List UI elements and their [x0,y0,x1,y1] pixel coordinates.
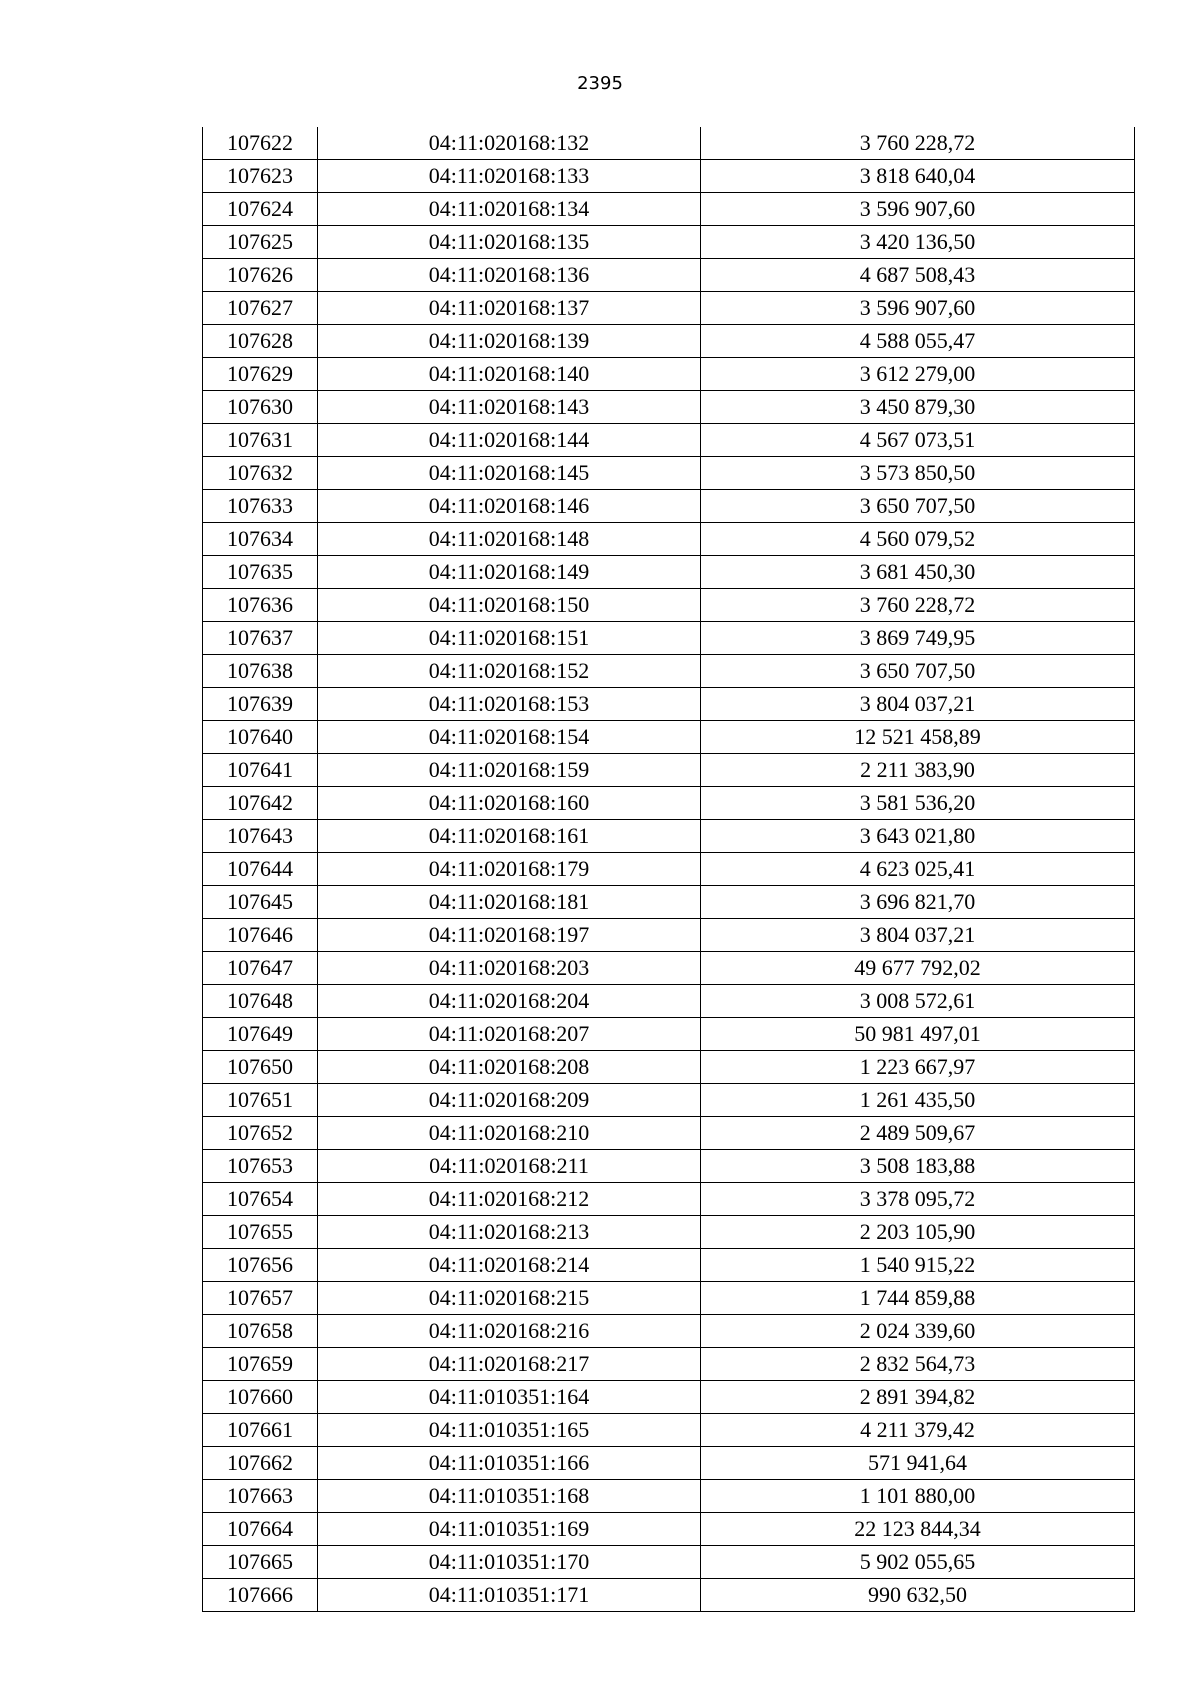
cadastral-number-cell: 04:11:010351:171 [318,1579,701,1612]
row-number-cell: 107658 [203,1315,318,1348]
row-number-cell: 107659 [203,1348,318,1381]
table-row [203,853,1135,886]
table-row [203,1414,1135,1447]
row-number-cell: 107637 [203,622,318,655]
value-cell: 3 760 228,72 [701,127,1135,160]
table-row [203,1381,1135,1414]
value-cell: 22 123 844,34 [701,1513,1135,1546]
table-row [203,556,1135,589]
value-cell: 1 744 859,88 [701,1282,1135,1315]
cadastral-number-cell: 04:11:020168:161 [318,820,701,853]
value-cell: 3 804 037,21 [701,919,1135,952]
cadastral-number-cell: 04:11:010351:169 [318,1513,701,1546]
row-number-cell: 107625 [203,226,318,259]
table-row [203,292,1135,325]
row-number-cell: 107656 [203,1249,318,1282]
cadastral-number-cell: 04:11:010351:166 [318,1447,701,1480]
table-row [203,1315,1135,1348]
row-number-cell: 107655 [203,1216,318,1249]
cadastral-number-cell: 04:11:020168:211 [318,1150,701,1183]
row-number-cell: 107666 [203,1579,318,1612]
cadastral-number-cell: 04:11:020168:204 [318,985,701,1018]
row-number-cell: 107629 [203,358,318,391]
row-number-cell: 107665 [203,1546,318,1579]
row-number-cell: 107646 [203,919,318,952]
value-cell: 990 632,50 [701,1579,1135,1612]
value-cell: 3 818 640,04 [701,160,1135,193]
value-cell: 4 623 025,41 [701,853,1135,886]
table-row [203,1447,1135,1480]
row-number-cell: 107664 [203,1513,318,1546]
row-number-cell: 107663 [203,1480,318,1513]
value-cell: 3 804 037,21 [701,688,1135,721]
row-number-cell: 107635 [203,556,318,589]
value-cell: 1 223 667,97 [701,1051,1135,1084]
value-cell: 49 677 792,02 [701,952,1135,985]
table-row [203,1249,1135,1282]
cadastral-value-table [202,127,1135,1612]
cadastral-number-cell: 04:11:020168:137 [318,292,701,325]
row-number-cell: 107631 [203,424,318,457]
value-cell: 3 650 707,50 [701,490,1135,523]
table-row [203,193,1135,226]
cadastral-number-cell: 04:11:010351:164 [318,1381,701,1414]
value-cell: 3 420 136,50 [701,226,1135,259]
cadastral-number-cell: 04:11:020168:136 [318,259,701,292]
table-row [203,688,1135,721]
value-cell: 2 211 383,90 [701,754,1135,787]
value-cell: 3 760 228,72 [701,589,1135,622]
table-row [203,589,1135,622]
value-cell: 3 378 095,72 [701,1183,1135,1216]
table-row [203,952,1135,985]
row-number-cell: 107653 [203,1150,318,1183]
value-cell: 3 612 279,00 [701,358,1135,391]
value-cell: 3 573 850,50 [701,457,1135,490]
table-row [203,457,1135,490]
cadastral-number-cell: 04:11:010351:168 [318,1480,701,1513]
cadastral-number-cell: 04:11:020168:135 [318,226,701,259]
row-number-cell: 107650 [203,1051,318,1084]
row-number-cell: 107639 [203,688,318,721]
cadastral-number-cell: 04:11:020168:207 [318,1018,701,1051]
row-number-cell: 107642 [203,787,318,820]
row-number-cell: 107640 [203,721,318,754]
row-number-cell: 107643 [203,820,318,853]
cadastral-number-cell: 04:11:020168:210 [318,1117,701,1150]
row-number-cell: 107638 [203,655,318,688]
row-number-cell: 107648 [203,985,318,1018]
value-cell: 2 832 564,73 [701,1348,1135,1381]
cadastral-number-cell: 04:11:020168:181 [318,886,701,919]
value-cell: 3 869 749,95 [701,622,1135,655]
table-row [203,721,1135,754]
row-number-cell: 107647 [203,952,318,985]
table-row [203,919,1135,952]
value-cell: 1 101 880,00 [701,1480,1135,1513]
cadastral-number-cell: 04:11:020168:160 [318,787,701,820]
row-number-cell: 107622 [203,127,318,160]
row-number-cell: 107627 [203,292,318,325]
table-row [203,523,1135,556]
cadastral-number-cell: 04:11:020168:139 [318,325,701,358]
row-number-cell: 107628 [203,325,318,358]
cadastral-number-cell: 04:11:020168:148 [318,523,701,556]
row-number-cell: 107651 [203,1084,318,1117]
value-cell: 4 567 073,51 [701,424,1135,457]
value-cell: 1 540 915,22 [701,1249,1135,1282]
table-row [203,358,1135,391]
cadastral-number-cell: 04:11:020168:203 [318,952,701,985]
value-cell: 3 596 907,60 [701,292,1135,325]
table-row [203,1348,1135,1381]
cadastral-number-cell: 04:11:020168:144 [318,424,701,457]
row-number-cell: 107630 [203,391,318,424]
row-number-cell: 107649 [203,1018,318,1051]
value-cell: 50 981 497,01 [701,1018,1135,1051]
cadastral-number-cell: 04:11:020168:150 [318,589,701,622]
value-cell: 2 489 509,67 [701,1117,1135,1150]
row-number-cell: 107624 [203,193,318,226]
table-body [203,127,1135,1612]
cadastral-number-cell: 04:11:020168:215 [318,1282,701,1315]
table-row [203,985,1135,1018]
table-row [203,1084,1135,1117]
value-cell: 3 650 707,50 [701,655,1135,688]
value-cell: 4 588 055,47 [701,325,1135,358]
row-number-cell: 107660 [203,1381,318,1414]
value-cell: 3 581 536,20 [701,787,1135,820]
cadastral-number-cell: 04:11:020168:213 [318,1216,701,1249]
value-cell: 3 696 821,70 [701,886,1135,919]
row-number-cell: 107623 [203,160,318,193]
table-row [203,127,1135,160]
table-row [203,1546,1135,1579]
row-number-cell: 107634 [203,523,318,556]
cadastral-number-cell: 04:11:020168:179 [318,853,701,886]
row-number-cell: 107661 [203,1414,318,1447]
value-cell: 2 203 105,90 [701,1216,1135,1249]
value-cell: 3 643 021,80 [701,820,1135,853]
row-number-cell: 107636 [203,589,318,622]
row-number-cell: 107645 [203,886,318,919]
cadastral-number-cell: 04:11:020168:145 [318,457,701,490]
row-number-cell: 107641 [203,754,318,787]
row-number-cell: 107657 [203,1282,318,1315]
value-cell: 2 024 339,60 [701,1315,1135,1348]
table-row [203,754,1135,787]
cadastral-number-cell: 04:11:020168:153 [318,688,701,721]
row-number-cell: 107652 [203,1117,318,1150]
table-row [203,325,1135,358]
cadastral-number-cell: 04:11:020168:152 [318,655,701,688]
table-row [203,1216,1135,1249]
table-row [203,1579,1135,1612]
table-row [203,1117,1135,1150]
cadastral-number-cell: 04:11:020168:217 [318,1348,701,1381]
row-number-cell: 107654 [203,1183,318,1216]
cadastral-number-cell: 04:11:020168:149 [318,556,701,589]
table-row [203,1051,1135,1084]
page-number: 2395 [577,73,623,94]
cadastral-number-cell: 04:11:020168:132 [318,127,701,160]
cadastral-number-cell: 04:11:020168:143 [318,391,701,424]
table-row [203,1480,1135,1513]
row-number-cell: 107626 [203,259,318,292]
table-row [203,424,1135,457]
value-cell: 4 687 508,43 [701,259,1135,292]
value-cell: 3 450 879,30 [701,391,1135,424]
cadastral-number-cell: 04:11:020168:212 [318,1183,701,1216]
value-cell: 3 681 450,30 [701,556,1135,589]
table-row [203,1150,1135,1183]
value-cell: 1 261 435,50 [701,1084,1135,1117]
value-cell: 12 521 458,89 [701,721,1135,754]
row-number-cell: 107632 [203,457,318,490]
cadastral-number-cell: 04:11:020168:216 [318,1315,701,1348]
table-row [203,886,1135,919]
cadastral-number-cell: 04:11:020168:197 [318,919,701,952]
cadastral-number-cell: 04:11:020168:154 [318,721,701,754]
cadastral-number-cell: 04:11:020168:209 [318,1084,701,1117]
row-number-cell: 107633 [203,490,318,523]
table-row [203,1183,1135,1216]
cadastral-number-cell: 04:11:020168:133 [318,160,701,193]
value-cell: 3 008 572,61 [701,985,1135,1018]
table-row [203,1018,1135,1051]
cadastral-number-cell: 04:11:020168:146 [318,490,701,523]
table-row [203,622,1135,655]
table-row [203,226,1135,259]
table-row [203,160,1135,193]
row-number-cell: 107644 [203,853,318,886]
table-row [203,787,1135,820]
value-cell: 4 560 079,52 [701,523,1135,556]
value-cell: 3 508 183,88 [701,1150,1135,1183]
value-cell: 571 941,64 [701,1447,1135,1480]
value-cell: 2 891 394,82 [701,1381,1135,1414]
table-row [203,1513,1135,1546]
cadastral-number-cell: 04:11:010351:165 [318,1414,701,1447]
row-number-cell: 107662 [203,1447,318,1480]
cadastral-number-cell: 04:11:020168:140 [318,358,701,391]
table-row [203,391,1135,424]
cadastral-number-cell: 04:11:020168:159 [318,754,701,787]
table-row [203,1282,1135,1315]
table-row [203,655,1135,688]
cadastral-number-cell: 04:11:020168:151 [318,622,701,655]
cadastral-number-cell: 04:11:010351:170 [318,1546,701,1579]
table-row [203,490,1135,523]
cadastral-number-cell: 04:11:020168:214 [318,1249,701,1282]
table-row [203,820,1135,853]
cadastral-number-cell: 04:11:020168:208 [318,1051,701,1084]
value-cell: 5 902 055,65 [701,1546,1135,1579]
table-row [203,259,1135,292]
value-cell: 3 596 907,60 [701,193,1135,226]
cadastral-number-cell: 04:11:020168:134 [318,193,701,226]
value-cell: 4 211 379,42 [701,1414,1135,1447]
